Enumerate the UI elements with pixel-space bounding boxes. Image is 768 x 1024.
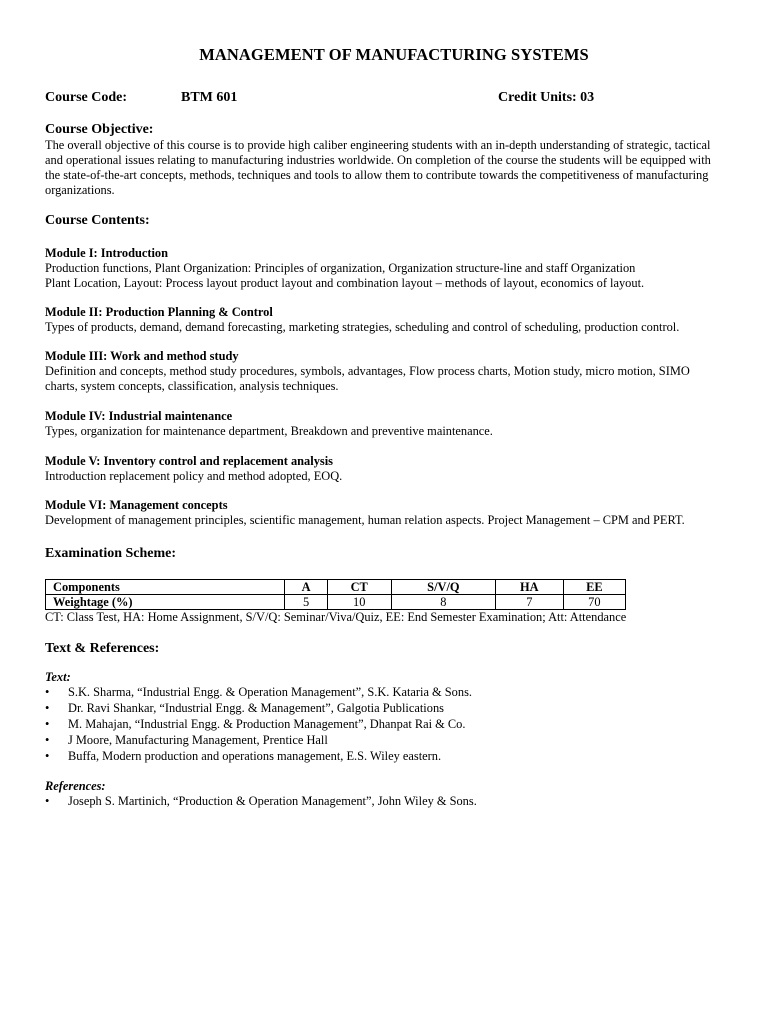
module-line: Production functions, Plant Organization: Principles of organization, Organization structure-line and staff Organization <box>45 261 636 275</box>
module-line: Types, organization for maintenance department, Breakdown and preventive maintenance. <box>45 424 493 438</box>
table-cell: Weightage (%) <box>46 595 285 610</box>
module-line: Types of products, demand, demand forecasting, marketing strategies, scheduling and control of scheduling, production control. <box>45 320 680 334</box>
table-cell: 5 <box>285 595 327 610</box>
bullet-icon: • <box>45 794 50 808</box>
module-6 <box>45 498 725 528</box>
module-line: Plant Location, Layout: Process layout product layout and combination layout – methods of layout, economics of layout. <box>45 276 645 290</box>
exam-table <box>45 579 626 610</box>
list-item <box>45 749 725 765</box>
text-label: Text: <box>45 670 71 684</box>
table-cell: 7 <box>495 595 563 610</box>
module-title: Module IV: Industrial maintenance <box>45 409 233 423</box>
list-item-text: S.K. Sharma, “Industrial Engg. & Operation Management”, S.K. Kataria & Sons. <box>68 685 472 699</box>
reference-list <box>45 794 725 810</box>
table-cell: EE <box>563 580 625 595</box>
module-1 <box>45 246 725 291</box>
objective-text: The overall objective of this course is to provide high caliber engineering students with an in-depth understanding of strategic, tactical and operational issues relating to manufacturing industries worldwide. On completion of the course the students will be equipped with the state-of-the-art concepts, methods, techniques and tools to allow them to contribute towards the competitiveness of manufacturing organizations. <box>45 138 711 197</box>
module-title: Module II: Production Planning & Control <box>45 305 273 319</box>
credit-units: Credit Units: 03 <box>498 90 595 105</box>
course-code-value: BTM 601 <box>181 90 238 105</box>
list-item-text: Dr. Ravi Shankar, “Industrial Engg. & Management”, Galgotia Publications <box>68 701 444 715</box>
page-title: MANAGEMENT OF MANUFACTURING SYSTEMS <box>199 45 589 64</box>
list-item <box>45 685 725 701</box>
module-title: Module VI: Management concepts <box>45 498 228 512</box>
references-label: References: <box>45 779 106 793</box>
list-item-text: Joseph S. Martinich, “Production & Operation Management”, John Wiley & Sons. <box>68 794 477 808</box>
list-item-text: Buffa, Modern production and operations management, E.S. Wiley eastern. <box>68 749 442 763</box>
bullet-icon: • <box>45 749 50 763</box>
list-item <box>45 701 725 717</box>
text-list <box>45 685 725 765</box>
module-4 <box>45 409 725 439</box>
table-cell: HA <box>495 580 563 595</box>
exam-heading: Examination Scheme: <box>45 546 177 561</box>
table-cell: Components <box>46 580 285 595</box>
module-5 <box>45 454 725 484</box>
bullet-icon: • <box>45 733 50 747</box>
module-2 <box>45 305 725 335</box>
table-cell: 8 <box>391 595 495 610</box>
course-code-label: Course Code: <box>45 90 128 105</box>
table-cell: 70 <box>563 595 625 610</box>
list-item <box>45 794 725 810</box>
bullet-icon: • <box>45 717 50 731</box>
bullet-icon: • <box>45 701 50 715</box>
table-cell: A <box>285 580 327 595</box>
module-title: Module I: Introduction <box>45 246 169 260</box>
contents-heading: Course Contents: <box>45 213 150 228</box>
list-item <box>45 717 725 733</box>
list-item <box>45 733 725 749</box>
list-item-text: M. Mahajan, “Industrial Engg. & Production Management”, Dhanpat Rai & Co. <box>68 717 466 731</box>
exam-header-row <box>46 580 626 595</box>
table-cell: CT <box>327 580 391 595</box>
module-title: Module V: Inventory control and replacement analysis <box>45 454 333 468</box>
objective-heading: Course Objective: <box>45 122 154 137</box>
refs-heading: Text & References: <box>45 641 160 656</box>
module-title: Module III: Work and method study <box>45 349 239 363</box>
exam-note: CT: Class Test, HA: Home Assignment, S/V/Q: Seminar/Viva/Quiz, EE: End Semester Examination; Att: Attendance <box>45 610 627 624</box>
exam-weightage-row <box>46 595 626 610</box>
module-line: Introduction replacement policy and method adopted, EOQ. <box>45 469 343 483</box>
module-3 <box>45 349 725 394</box>
table-cell: 10 <box>327 595 391 610</box>
module-line: Definition and concepts, method study procedures, symbols, advantages, Flow process charts, Motion study, micro motion, SIMO charts, system concepts, classification, analysis techniques. <box>45 364 690 393</box>
module-line: Development of management principles, scientific management, human relation aspects. Project Management – CPM and PERT. <box>45 513 685 527</box>
table-cell: S/V/Q <box>391 580 495 595</box>
list-item-text: J Moore, Manufacturing Management, Prentice Hall <box>68 733 328 747</box>
bullet-icon: • <box>45 685 50 699</box>
